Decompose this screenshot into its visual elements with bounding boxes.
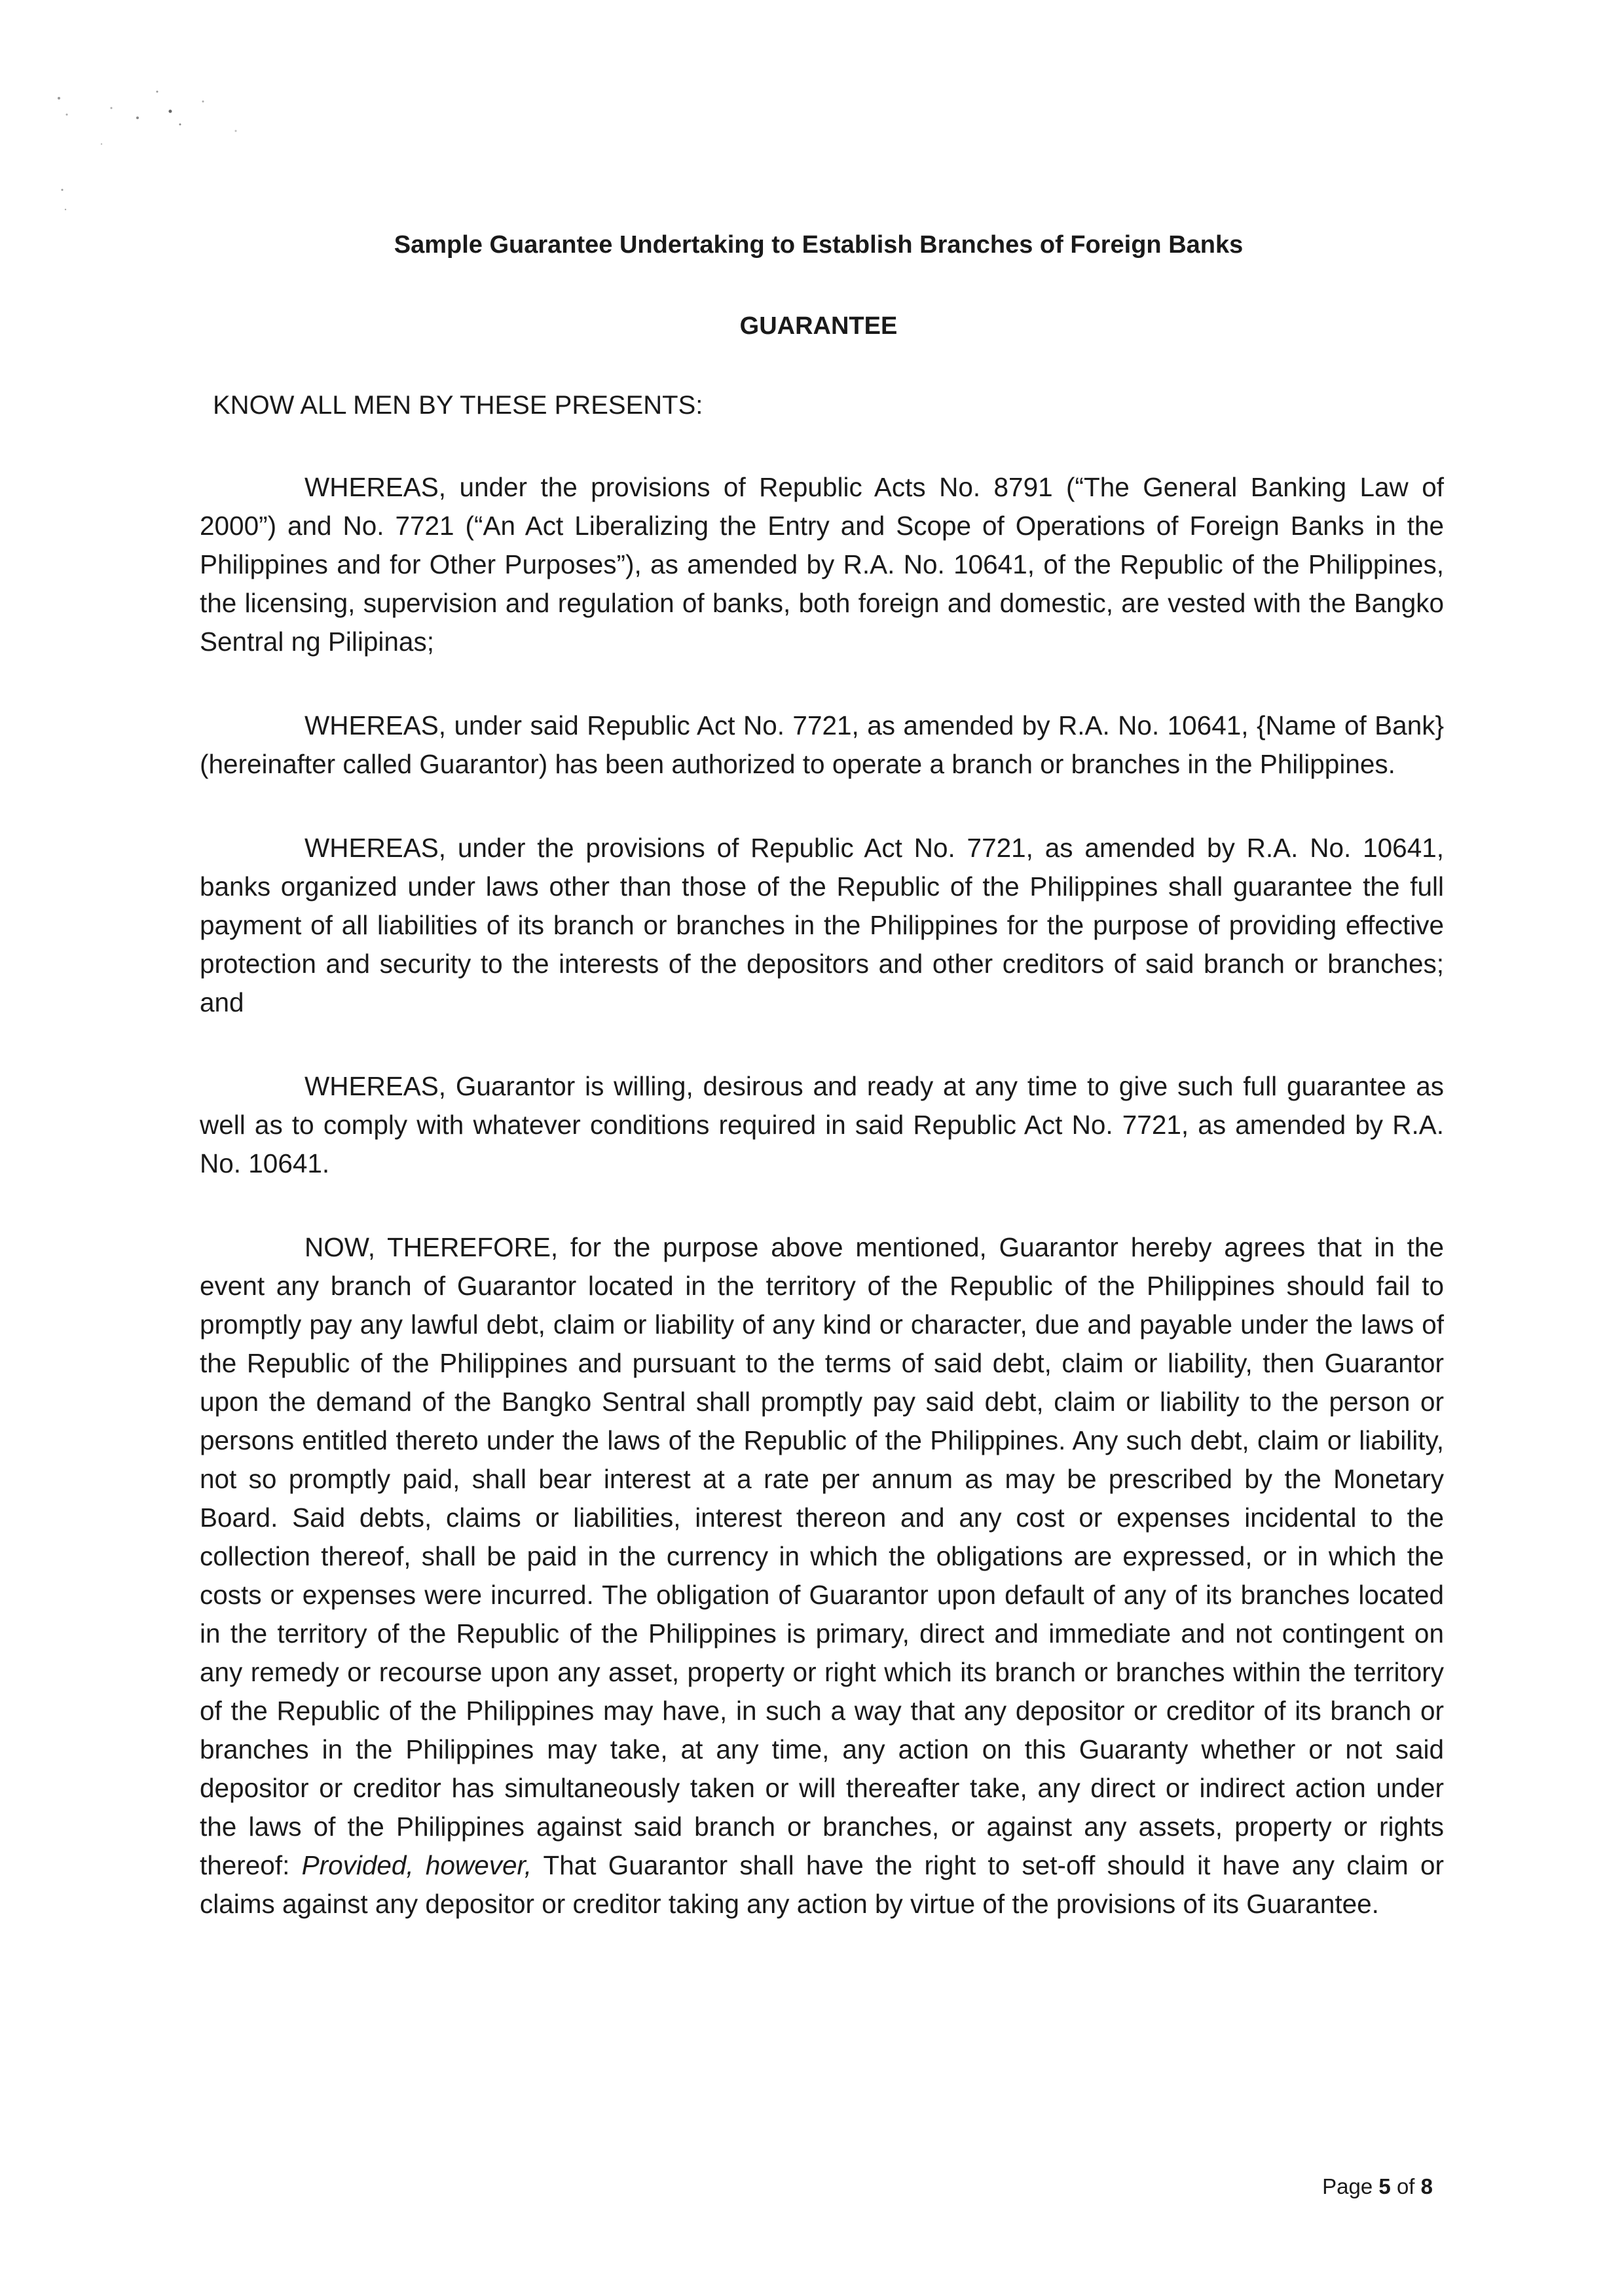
document-heading: GUARANTEE: [739, 312, 898, 340]
whereas-paragraph-1: WHEREAS, under the provisions of Republic Acts No. 8791 (“The General Banking Law of 2000”) and No. 7721 (“An Act Liberalizing the Entry and Scope of Operations of Foreign Banks in the Philippines and for Other Purposes”), as amended by R.A. No. 10641, of the Republic of the Philippines, the licensing, supervision and regulation of banks, both foreign and domestic, are vested with the Bangko Sentral ng Pilipinas;: [200, 472, 1444, 657]
intro-line: KNOW ALL MEN BY THESE PRESENTS:: [213, 391, 703, 420]
total-pages: 8: [1420, 2174, 1433, 2198]
proviso-italic: Provided, however,: [301, 1850, 532, 1880]
document-body: [200, 468, 1444, 1923]
whereas-paragraph-4: WHEREAS, Guarantor is willing, desirous and ready at any time to give such full guarantee as well as to comply with whatever conditions required in said Republic Act No. 7721, as amended by R.A. No. 10641.: [200, 1071, 1444, 1178]
whereas-paragraph-2: WHEREAS, under said Republic Act No. 7721, as amended by R.A. No. 10641, {Name of Bank} (hereinafter called Guarantor) has been authorized to operate a branch or branches in the Philippines.: [200, 710, 1444, 779]
document-title: Sample Guarantee Undertaking to Establish Branches of Foreign Banks: [394, 231, 1244, 259]
therefore-paragraph: [200, 1228, 1444, 1923]
current-page: 5: [1378, 2174, 1391, 2198]
whereas-paragraph-3: WHEREAS, under the provisions of Republic Act No. 7721, as amended by R.A. No. 10641, banks organized under laws other than those of the Republic of the Philippines shall guarantee the full payment of all liabilities of its branch or branches in the Philippines for the purpose of providing effective protection and security to the interests of the depositors and other creditors of said branch or branches; and: [200, 833, 1444, 1017]
proviso-text: That Guarantor shall have the right to set-off should it have any claim or claims against any depositor or creditor taking any action by virtue of the provisions of its Guarantee.: [200, 1850, 1444, 1919]
scan-noise: [39, 52, 275, 236]
page-prefix: Page: [1322, 2174, 1379, 2198]
page-of: of: [1390, 2174, 1421, 2198]
page-number: [1322, 2174, 1433, 2200]
therefore-text: NOW, THEREFORE, for the purpose above mentioned, Guarantor hereby agrees that in the event any branch of Guarantor located in the territory of the Republic of the Philippines should fail to promptly pay any lawful debt, claim or liability of any kind or character, due and payable under the laws of the Republic of the Philippines and pursuant to the terms of said debt, claim or liability, then Guarantor upon the demand of the Bangko Sentral shall promptly pay said debt, claim or liability to the person or persons entitled thereto under the laws of the Republic of the Philippines. Any such debt, claim or liability, not so promptly paid, shall bear interest at a rate per annum as may be prescribed by the Monetary Board. Said debts, claims or liabilities, interest thereon and any cost or expenses incidental to the collection thereof, shall be paid in the currency in which the obligations are expressed, or in which the costs or expenses were incurred. The obligation of Guarantor upon default of any of its branches located in the territory of the Republic of the Philippines is primary, direct and immediate and not contingent on any remedy or recourse upon any asset, property or right which its branch or branches within the territory of the Republic of the Philippines may have, in such a way that any depositor or creditor of its branch or branches in the Philippines may take, at any time, any action on this Guaranty whether or not said depositor or creditor has simultaneously taken or will thereafter take, any direct or indirect action under the laws of the Philippines against said branch or branches, or against any assets, property or rights thereof:: [200, 1232, 1444, 1880]
